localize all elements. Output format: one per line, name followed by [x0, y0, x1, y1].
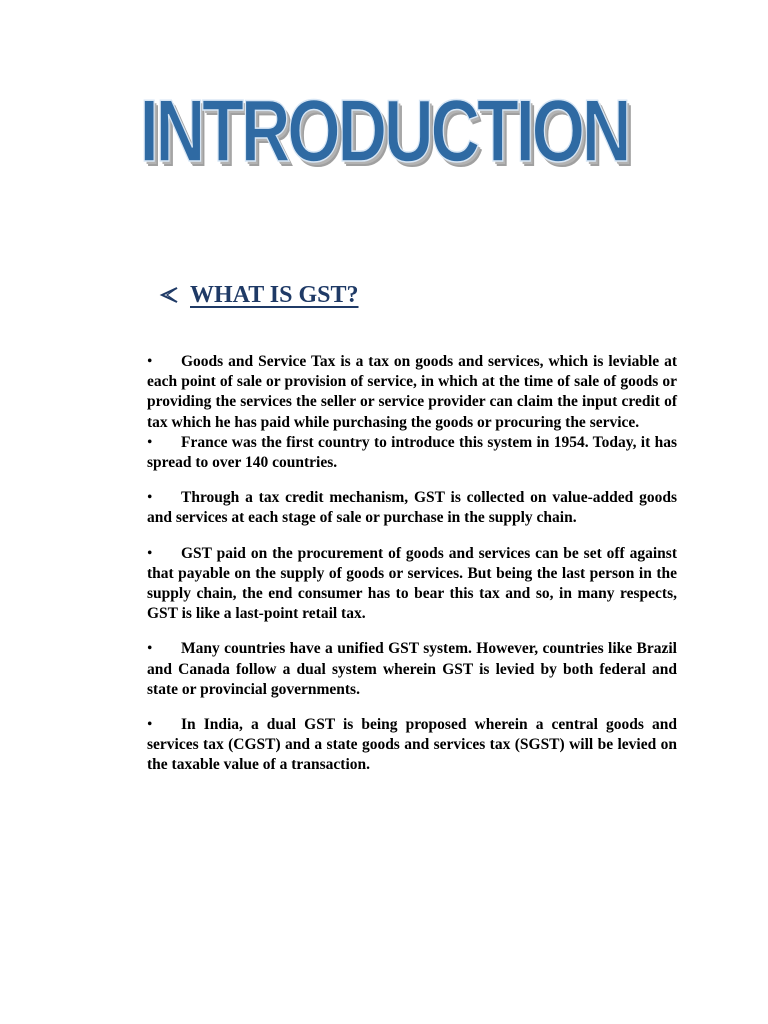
- bullet-icon: •: [147, 544, 153, 562]
- list-item-text: In India, a dual GST is being proposed wherein a central goods and services tax (CGST) and a state goods and services tax (SGST) will be levied on the taxable value of a transaction.: [147, 716, 677, 774]
- section-heading: [158, 280, 359, 310]
- list-item-text: France was the first country to introduce this system in 1954. Today, it has spread to over 140 countries.: [147, 433, 677, 472]
- bullet-list: [147, 352, 677, 776]
- bullet-icon: •: [147, 716, 153, 734]
- bullet-icon: •: [147, 433, 153, 451]
- list-item-text: Goods and Service Tax is a tax on goods and services, which is leviable at each point of sale or provision of service, in which at the time of sale of goods or providing the services the seller or service provider can claim the input credit of tax which he has paid while purchasing the goods or procuring the service.: [147, 353, 677, 431]
- list-item-text: Through a tax credit mechanism, GST is collected on value-added goods and services at each stage of sale or purchase in the supply chain.: [147, 489, 677, 527]
- list-item: [147, 433, 677, 473]
- list-item: [147, 544, 677, 625]
- page-title: INTRODUCTION: [139, 81, 629, 180]
- list-item-text: Many countries have a unified GST system. However, countries like Brazil and Canada follow a dual system wherein GST is levied by both federal and state or provincial governments.: [147, 640, 677, 698]
- list-item-text: GST paid on the procurement of goods and services can be set off against that payable on the supply of goods or services. But being the last person in the supply chain, the end consumer has to bear this tax and so, in many respects, GST is like a last-point retail tax.: [147, 544, 677, 623]
- bullet-icon: •: [147, 353, 153, 370]
- list-item: [147, 639, 677, 700]
- section-heading-text: WHAT IS GST?: [190, 282, 359, 308]
- arrow-bullet-icon: [158, 284, 180, 306]
- bullet-icon: •: [147, 640, 153, 658]
- list-item: [147, 352, 677, 433]
- list-item: [147, 715, 677, 776]
- list-item: [147, 488, 677, 528]
- bullet-icon: •: [147, 489, 153, 507]
